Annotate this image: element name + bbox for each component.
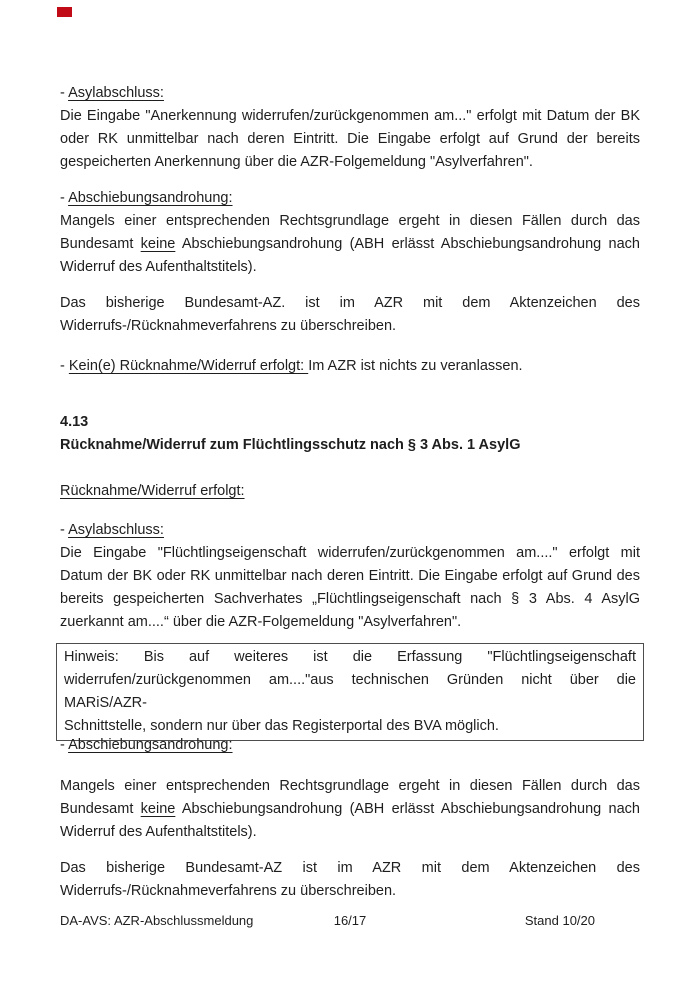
text-line: gespeicherten Anerkennung über die AZR-Folgemeldung "Asylverfahren". — [60, 154, 533, 170]
section-label-text: Asylabschluss: — [68, 522, 164, 538]
text-line: Das bisherige Bundesamt-AZ ist im AZR mit dem Aktenzeichen des — [60, 860, 640, 876]
text-line: Hinweis: Bis auf weiteres ist die Erfassung "Flüchtlingseigenschaft — [64, 649, 636, 665]
text-line: Das bisherige Bundesamt-AZ. ist im AZR mit dem Aktenzeichen des — [60, 295, 640, 311]
emphasized-keine: keine — [140, 801, 176, 817]
text-segment: Abschiebungsandrohung (ABH erlässt Abschiebungsandrohung nach — [175, 236, 640, 252]
text-line: Widerruf des Aufenthaltstitels). — [60, 824, 257, 840]
section-label-text: Abschiebungsandrohung: — [68, 737, 233, 753]
line-keine-ruecknahme — [60, 355, 640, 378]
footer-version: Stand 10/20 — [524, 913, 595, 928]
heading-title: Rücknahme/Widerruf zum Flüchtlingsschutz nach § 3 Abs. 1 AsylG — [60, 437, 521, 453]
paragraph-bundesamt-az-2 — [60, 857, 640, 903]
paragraph-anerkennung — [60, 105, 640, 174]
heading-number: 4.13 — [60, 414, 89, 430]
paragraph-mangels — [60, 210, 640, 279]
text-line: Mangels einer entsprechenden Rechtsgrundlage ergeht in diesen Fällen durch das — [60, 778, 640, 794]
section-label-abschiebungsandrohung — [60, 187, 640, 210]
dash: - — [60, 85, 69, 101]
text-line — [60, 233, 640, 256]
paragraph-bundesamt-az — [60, 292, 640, 338]
footer-document-id: DA-AVS: AZR-Abschlussmeldung — [60, 913, 254, 928]
text-line: Die Eingabe "Anerkennung widerrufen/zurückgenommen am..." erfolgt mit Datum der BK — [60, 108, 640, 124]
text-line: Datum der BK oder RK unmittelbar nach deren Eintritt. Die Eingabe erfolgt auf Grund des — [60, 568, 640, 584]
dash: - — [60, 190, 69, 206]
dash: - — [60, 358, 69, 374]
underlined-label: Kein(e) Rücknahme/Widerruf erfolgt: — [68, 358, 309, 374]
text-segment: Im AZR ist nichts zu veranlassen. — [308, 358, 523, 374]
section-label-asylabschluss-2 — [60, 519, 640, 542]
text-segment: Abschiebungsandrohung (ABH erlässt Abschiebungsandrohung nach — [175, 801, 640, 817]
text-line: bereits gespeicherten Sachverhates „Flüchtlingseigenschaft nach § 3 Abs. 4 AsylG — [60, 591, 640, 607]
text-line: Widerruf des Aufenthaltstitels). — [60, 259, 257, 275]
text-line: Widerrufs-/Rücknahmeverfahrens zu überschreiben. — [60, 318, 397, 334]
section-label-abschiebungsandrohung-2 — [60, 734, 640, 757]
footer-page-number: 16/17 — [333, 913, 367, 928]
emphasized-keine: keine — [140, 236, 176, 252]
section-label-text: Asylabschluss: — [68, 85, 164, 101]
text-line: Mangels einer entsprechenden Rechtsgrundlage ergeht in diesen Fällen durch das — [60, 213, 640, 229]
text-line: Schnittstelle, sondern nur über das Registerportal des BVA möglich. — [64, 718, 499, 734]
red-stamp-mark — [57, 7, 72, 17]
paragraph-mangels-2 — [60, 775, 640, 844]
text-segment: Bundesamt — [60, 801, 141, 817]
underlined-label: Rücknahme/Widerruf erfolgt: — [60, 483, 245, 499]
text-line: Die Eingabe "Flüchtlingseigenschaft widerrufen/zurückgenommen am...." erfolgt mit — [60, 545, 640, 561]
subheading-erfolgt — [60, 480, 640, 503]
hinweis-box — [56, 643, 644, 741]
text-line: widerrufen/zurückgenommen am...."aus technischen Gründen nicht über die MARiS/AZR- — [64, 672, 636, 711]
text-line: oder RK unmittelbar nach deren Eintritt. Die Eingabe erfolgt auf Grund der bereits — [60, 131, 640, 147]
text-line: Widerrufs-/Rücknahmeverfahrens zu überschreiben. — [60, 883, 397, 899]
paragraph-fluechtlingseigenschaft — [60, 542, 640, 634]
text-line: zuerkannt am....“ über die AZR-Folgemeldung "Asylverfahren". — [60, 614, 462, 630]
section-label-asylabschluss — [60, 82, 640, 105]
text-segment: Bundesamt — [60, 236, 141, 252]
dash: - — [60, 737, 69, 753]
text-line — [60, 798, 640, 821]
section-label-text: Abschiebungsandrohung: — [68, 190, 233, 206]
dash: - — [60, 522, 69, 538]
